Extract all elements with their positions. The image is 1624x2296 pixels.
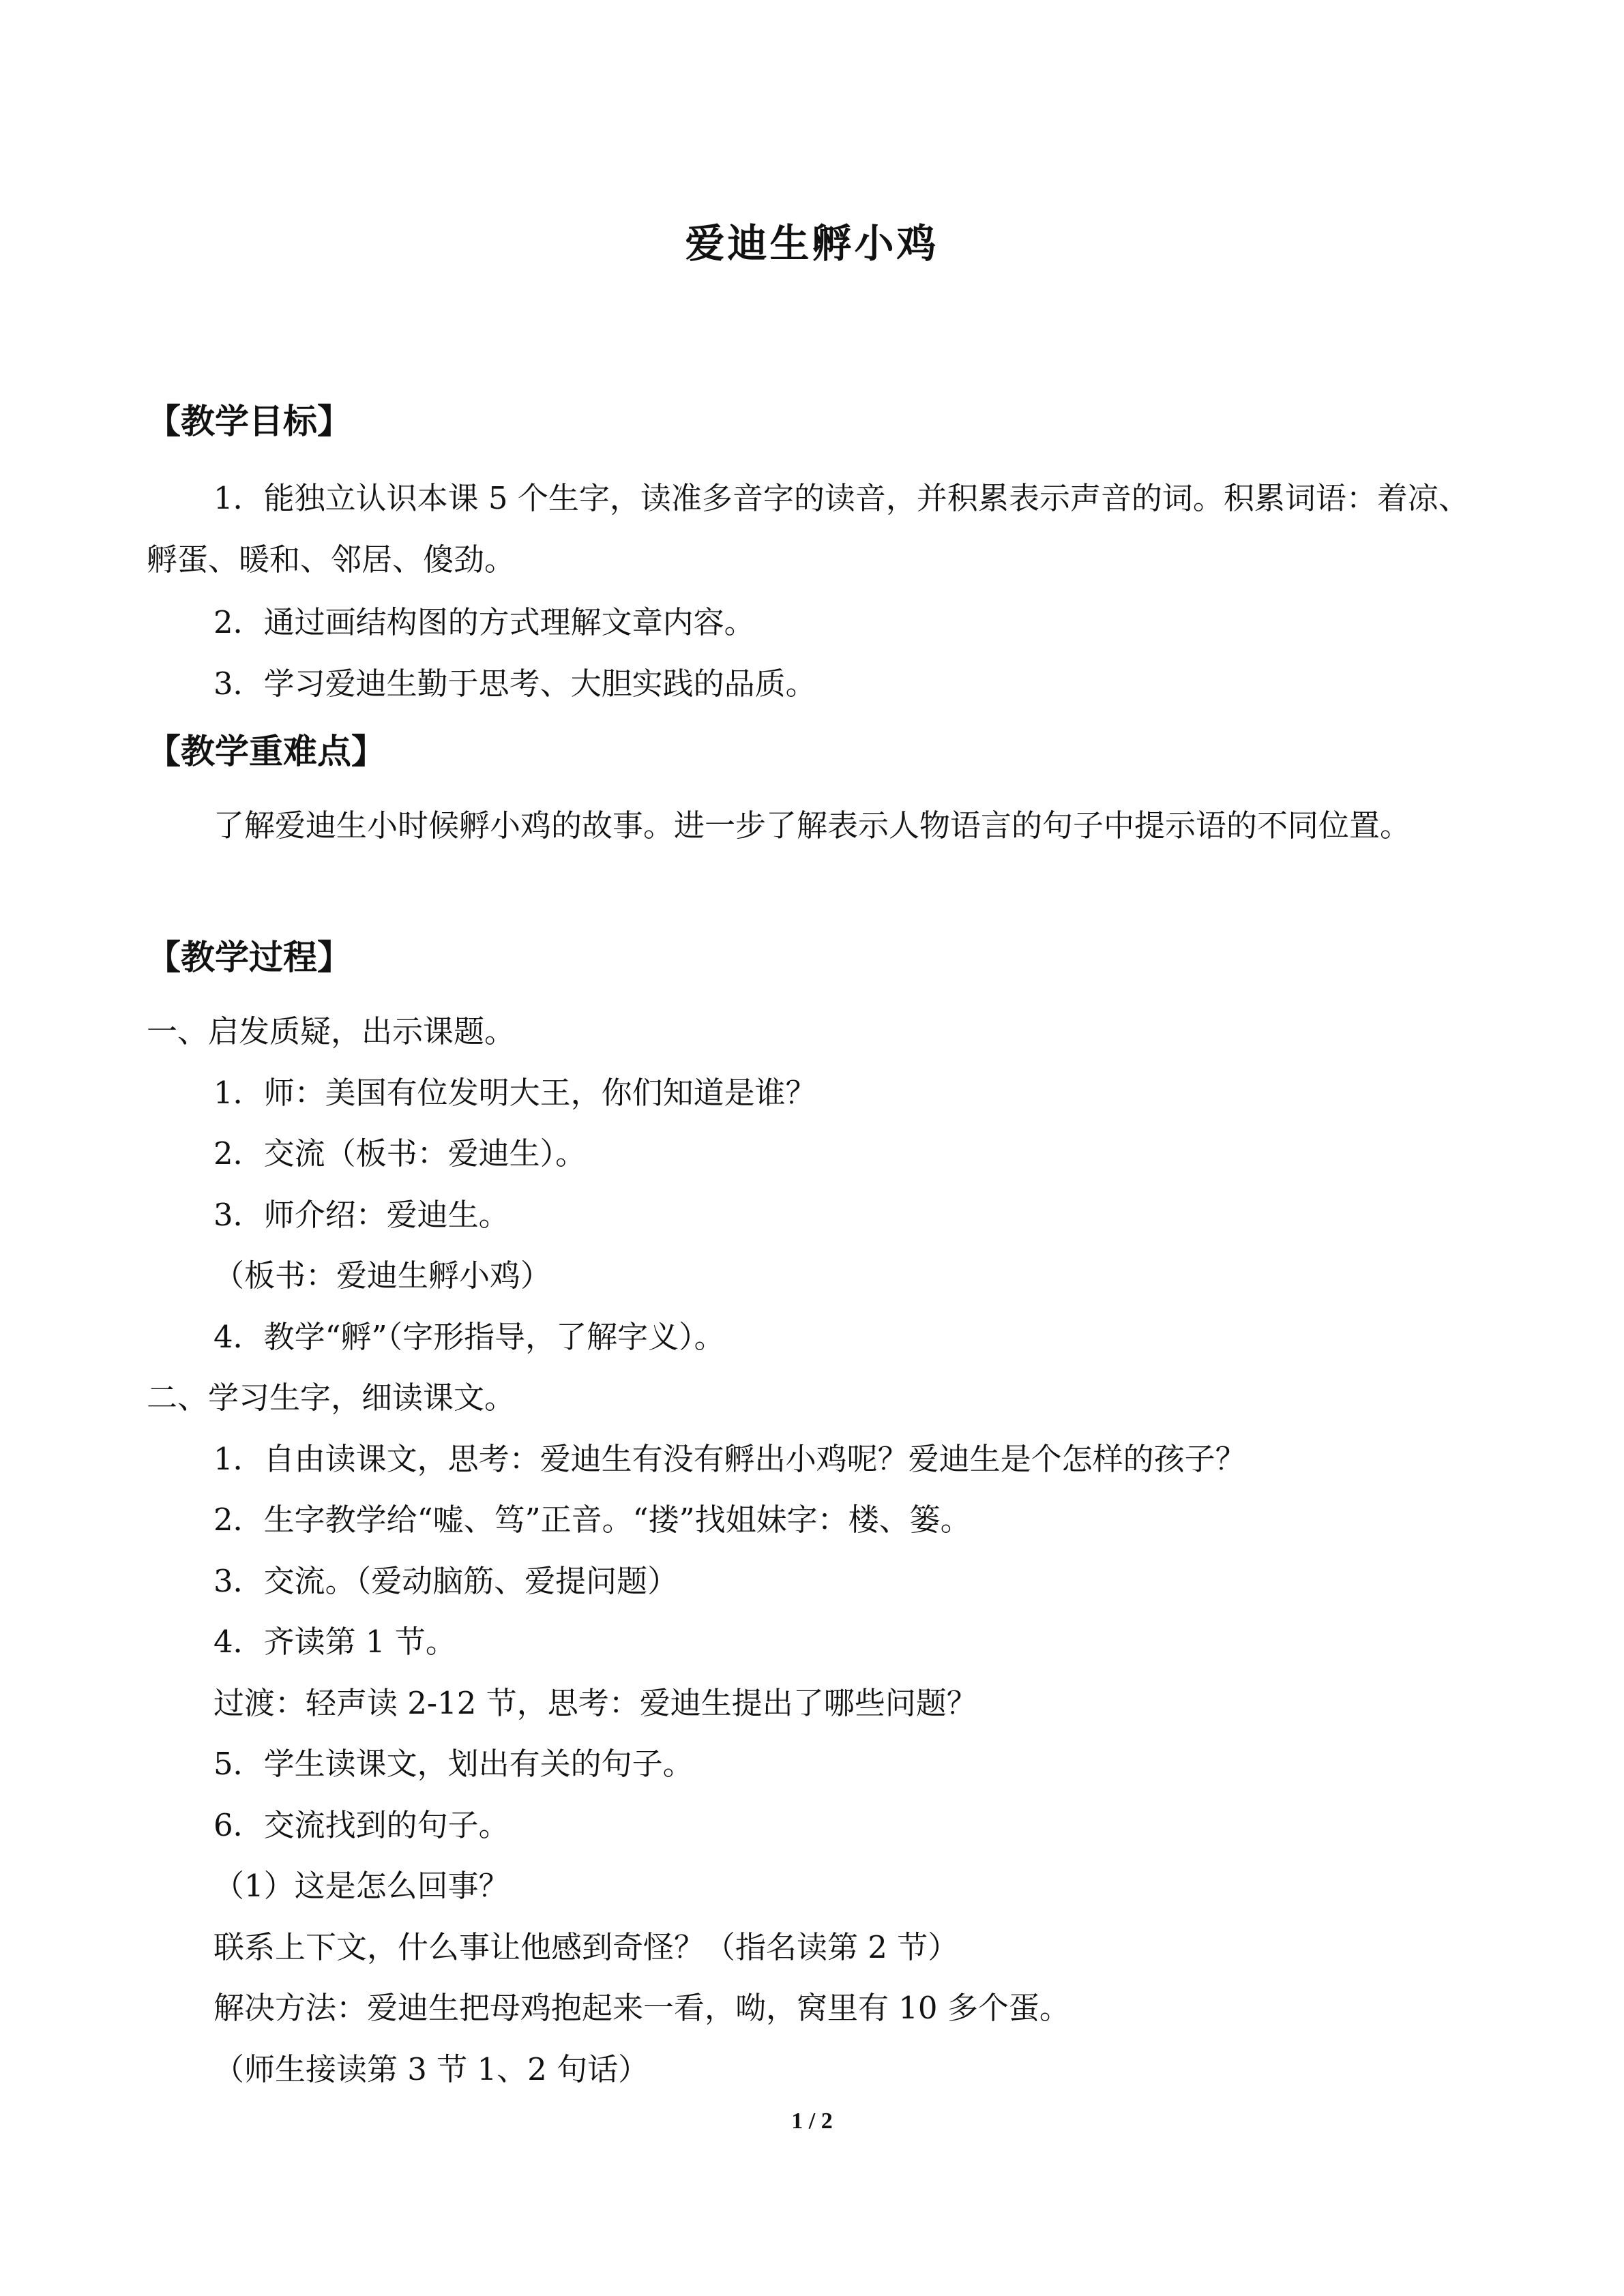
process-part2-line-8: （1）这是怎么回事？ <box>213 1868 510 1904</box>
objective-item-2: 2．通过画结构图的方式理解文章内容。 <box>213 604 755 640</box>
process-part2-line-3: 3．交流。（爱动脑筋、爱提问题） <box>213 1563 679 1599</box>
section-heading-key-points: 【教学重难点】 <box>147 731 385 771</box>
process-part2-line-1: 1．自由读课文，思考：爱迪生有没有孵出小鸡呢？爱迪生是个怎样的孩子？ <box>213 1441 1246 1477</box>
process-part2-line-11: （师生接读第 3 节 1、2 句话） <box>213 2051 649 2087</box>
section-heading-process: 【教学过程】 <box>147 937 351 977</box>
process-part2-line-7: 6．交流找到的句子。 <box>213 1807 510 1843</box>
process-part1-line-2: 2．交流（板书：爱迪生）。 <box>213 1135 587 1172</box>
process-part2-line-2: 2．生字教学给“嘘、笃”正音。“搂”找姐妹字：楼、篓。 <box>213 1502 971 1538</box>
process-part1-line-1: 1．师：美国有位发明大王，你们知道是谁？ <box>213 1075 816 1111</box>
process-part2-line-4: 4．齐读第 1 节。 <box>213 1624 456 1660</box>
process-part1-line-4: （板书：爱迪生孵小鸡） <box>213 1257 552 1294</box>
process-part2-line-5: 过渡：轻声读 2-12 节，思考：爱迪生提出了哪些问题？ <box>213 1685 977 1721</box>
key-points-text: 了解爱迪生小时候孵小鸡的故事。进一步了解表示人物语言的句子中提示语的不同位置。 <box>213 807 1411 844</box>
section-heading-objectives: 【教学目标】 <box>147 401 351 441</box>
process-part2-line-9: 联系上下文，什么事让他感到奇怪？（指名读第 2 节） <box>213 1929 959 1965</box>
process-part1-title: 一、启发质疑，出示课题。 <box>147 1013 516 1049</box>
objective-item-1: 1．能独立认识本课 5 个生字，读准多音字的读音，并积累表示声音的词。积累词语：着凉、孵蛋、暖和、邻居、傻劲。 <box>147 480 1469 578</box>
objective-item-3: 3．学习爱迪生勤于思考、大胆实践的品质。 <box>213 666 816 702</box>
document-title: 爱迪生孵小鸡 <box>685 220 939 267</box>
page-number: 1 / 2 <box>791 2108 833 2134</box>
process-part1-line-5: 4．教学“孵”（字形指导，了解字义）。 <box>213 1319 725 1355</box>
process-part2-title: 二、学习生字，细读课文。 <box>147 1380 516 1416</box>
process-part2-line-10: 解决方法：爱迪生把母鸡抱起来一看，呦，窝里有 10 多个蛋。 <box>213 1990 1070 2026</box>
process-part1-line-3: 3．师介绍：爱迪生。 <box>213 1197 510 1233</box>
process-part2-line-6: 5．学生读课文，划出有关的句子。 <box>213 1746 694 1782</box>
